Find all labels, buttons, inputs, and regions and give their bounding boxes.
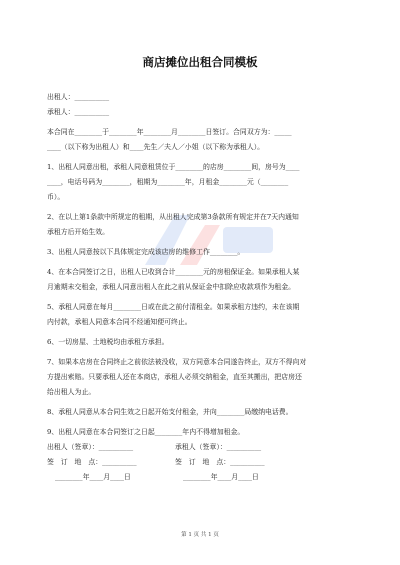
signature-row [47,443,357,452]
clause-2-line-2: 承租方后开始生效。 [47,228,110,236]
clause-5-line-1: 5、承租人同意在每月________日或在此之前付清租金。如果承租方违约，未在该期 [47,303,300,311]
clause-7-line-1: 7、如果本店房在合同终止之前依法被没收，双方同意本合同遂告终止，双方不得向对 [47,358,307,366]
clause-9-line: 9、出租人同意在本合同签订之日起________年内不得增加租金。 [47,428,245,436]
lessee-line: 承租人：__________ [47,108,110,116]
signing-place-right: 签 订 地 点：__________ [175,458,265,466]
document-body [47,93,357,493]
clause-6-line: 6、一切房屋、土地税均由承租方承担。 [47,338,169,346]
clause-1-line-1: 1、出租人同意出租，承租人同意租赁位于________的店房________间，房号为____ [47,163,300,171]
clause-1-line-3: 币）。 [47,193,65,201]
clause-2-line-1: 2、在以上第1条款中所规定的租期，从出租人完成第3条款所有规定并在7天内通知 [47,213,299,221]
document-title: 商店摊位出租合同模板 [142,55,258,69]
intro-line-2: ____（以下称为出租人）和____先生／夫人／小姐（以下称为承租人）。 [47,143,265,151]
clause-7-line-2: 方提出索赔。只要承租人还在本商店，承租人必须交纳租金，直至其搬出，把店房还 [47,373,302,381]
clause-7-line-3: 给出租人为止。 [47,388,96,396]
signing-place-row [47,458,357,467]
signing-date-row [47,473,357,482]
clause-8-line: 8、承租人同意从本合同生效之日起开始支付租金，并向________局缴纳电话费。 [47,408,293,416]
signing-date-left: ________年____月____日 [55,473,131,481]
clause-4-line-1: 4、在本合同签订之日，出租人已收到合计________元的房租保证金。如果承租人某 [47,268,300,276]
clause-5-line-2: 内付款，承租人同意本合同不经通知便可终止。 [47,318,192,326]
clause-1-line-2: ____，电话号码为________，租期为________年，月租金________元（________ [47,178,289,186]
clause-4-line-2: 月逾期未交租金，承租人同意出租人在此之前从保证金中扣除应收款项作为租金。 [47,283,296,291]
lessee-signature: 承租人（签章）：__________ [175,443,262,451]
clause-3-line: 3、出租人同意按以下具体规定完成该店房的维修工作________。 [47,248,245,256]
signing-date-right: ________年____月____日 [183,473,259,481]
page-footer: 第 1 页 共 1 页 [181,532,219,538]
intro-line-1: 本合同在________于________年________月________日签订。合同双方为：_____ [47,128,292,136]
lessor-signature: 出租人（签章）：__________ [47,443,134,451]
signing-place-left: 签 订 地 点：__________ [47,458,137,466]
lessor-line: 出租人：__________ [47,93,110,101]
